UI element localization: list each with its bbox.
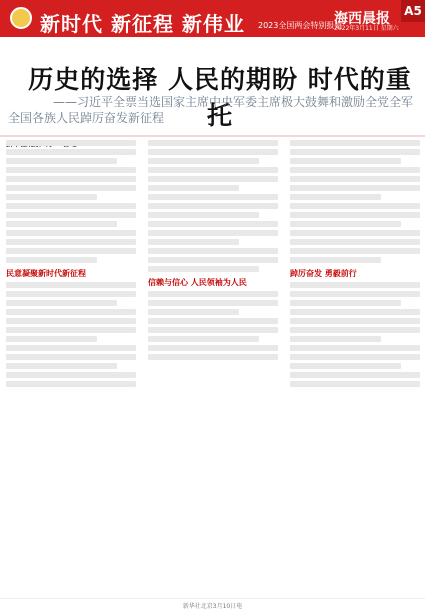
body-text-lines [6, 140, 136, 600]
section-title-2: 信赖与信心 人民领袖为人民 [148, 278, 247, 287]
masthead-title: 新时代 新征程 新伟业 [40, 12, 245, 36]
masthead-subtitle: 2023全国两会特别报道 [258, 21, 343, 30]
masthead [0, 0, 425, 37]
subheadline-1: ——习近平全票当选国家主席中央军委主席极大鼓舞和激励全党全军 [52, 95, 413, 109]
newspaper-brand: 海西晨报 [334, 11, 390, 27]
page-number: A5 [401, 0, 425, 22]
emblem-icon [10, 7, 32, 29]
column-1 [6, 140, 136, 600]
section-title-3: 踔厉奋发 勇毅前行 [290, 269, 357, 278]
body-text-lines [148, 140, 278, 600]
column-2 [148, 140, 278, 600]
footer-note: 新华社北京3月10日电 [0, 598, 425, 611]
section-title-1: 民意凝聚新时代新征程 [6, 269, 86, 278]
main-headline: 历史的选择 人民的期盼 时代的重托 [28, 65, 412, 130]
column-3 [290, 140, 420, 600]
body-text-lines [290, 140, 420, 600]
issue-meta: 2022年3月11日 星期六 [334, 25, 399, 32]
article-columns [6, 140, 420, 600]
subheadline-2: 全国各族人民踔厉奋发新征程 [8, 111, 165, 125]
